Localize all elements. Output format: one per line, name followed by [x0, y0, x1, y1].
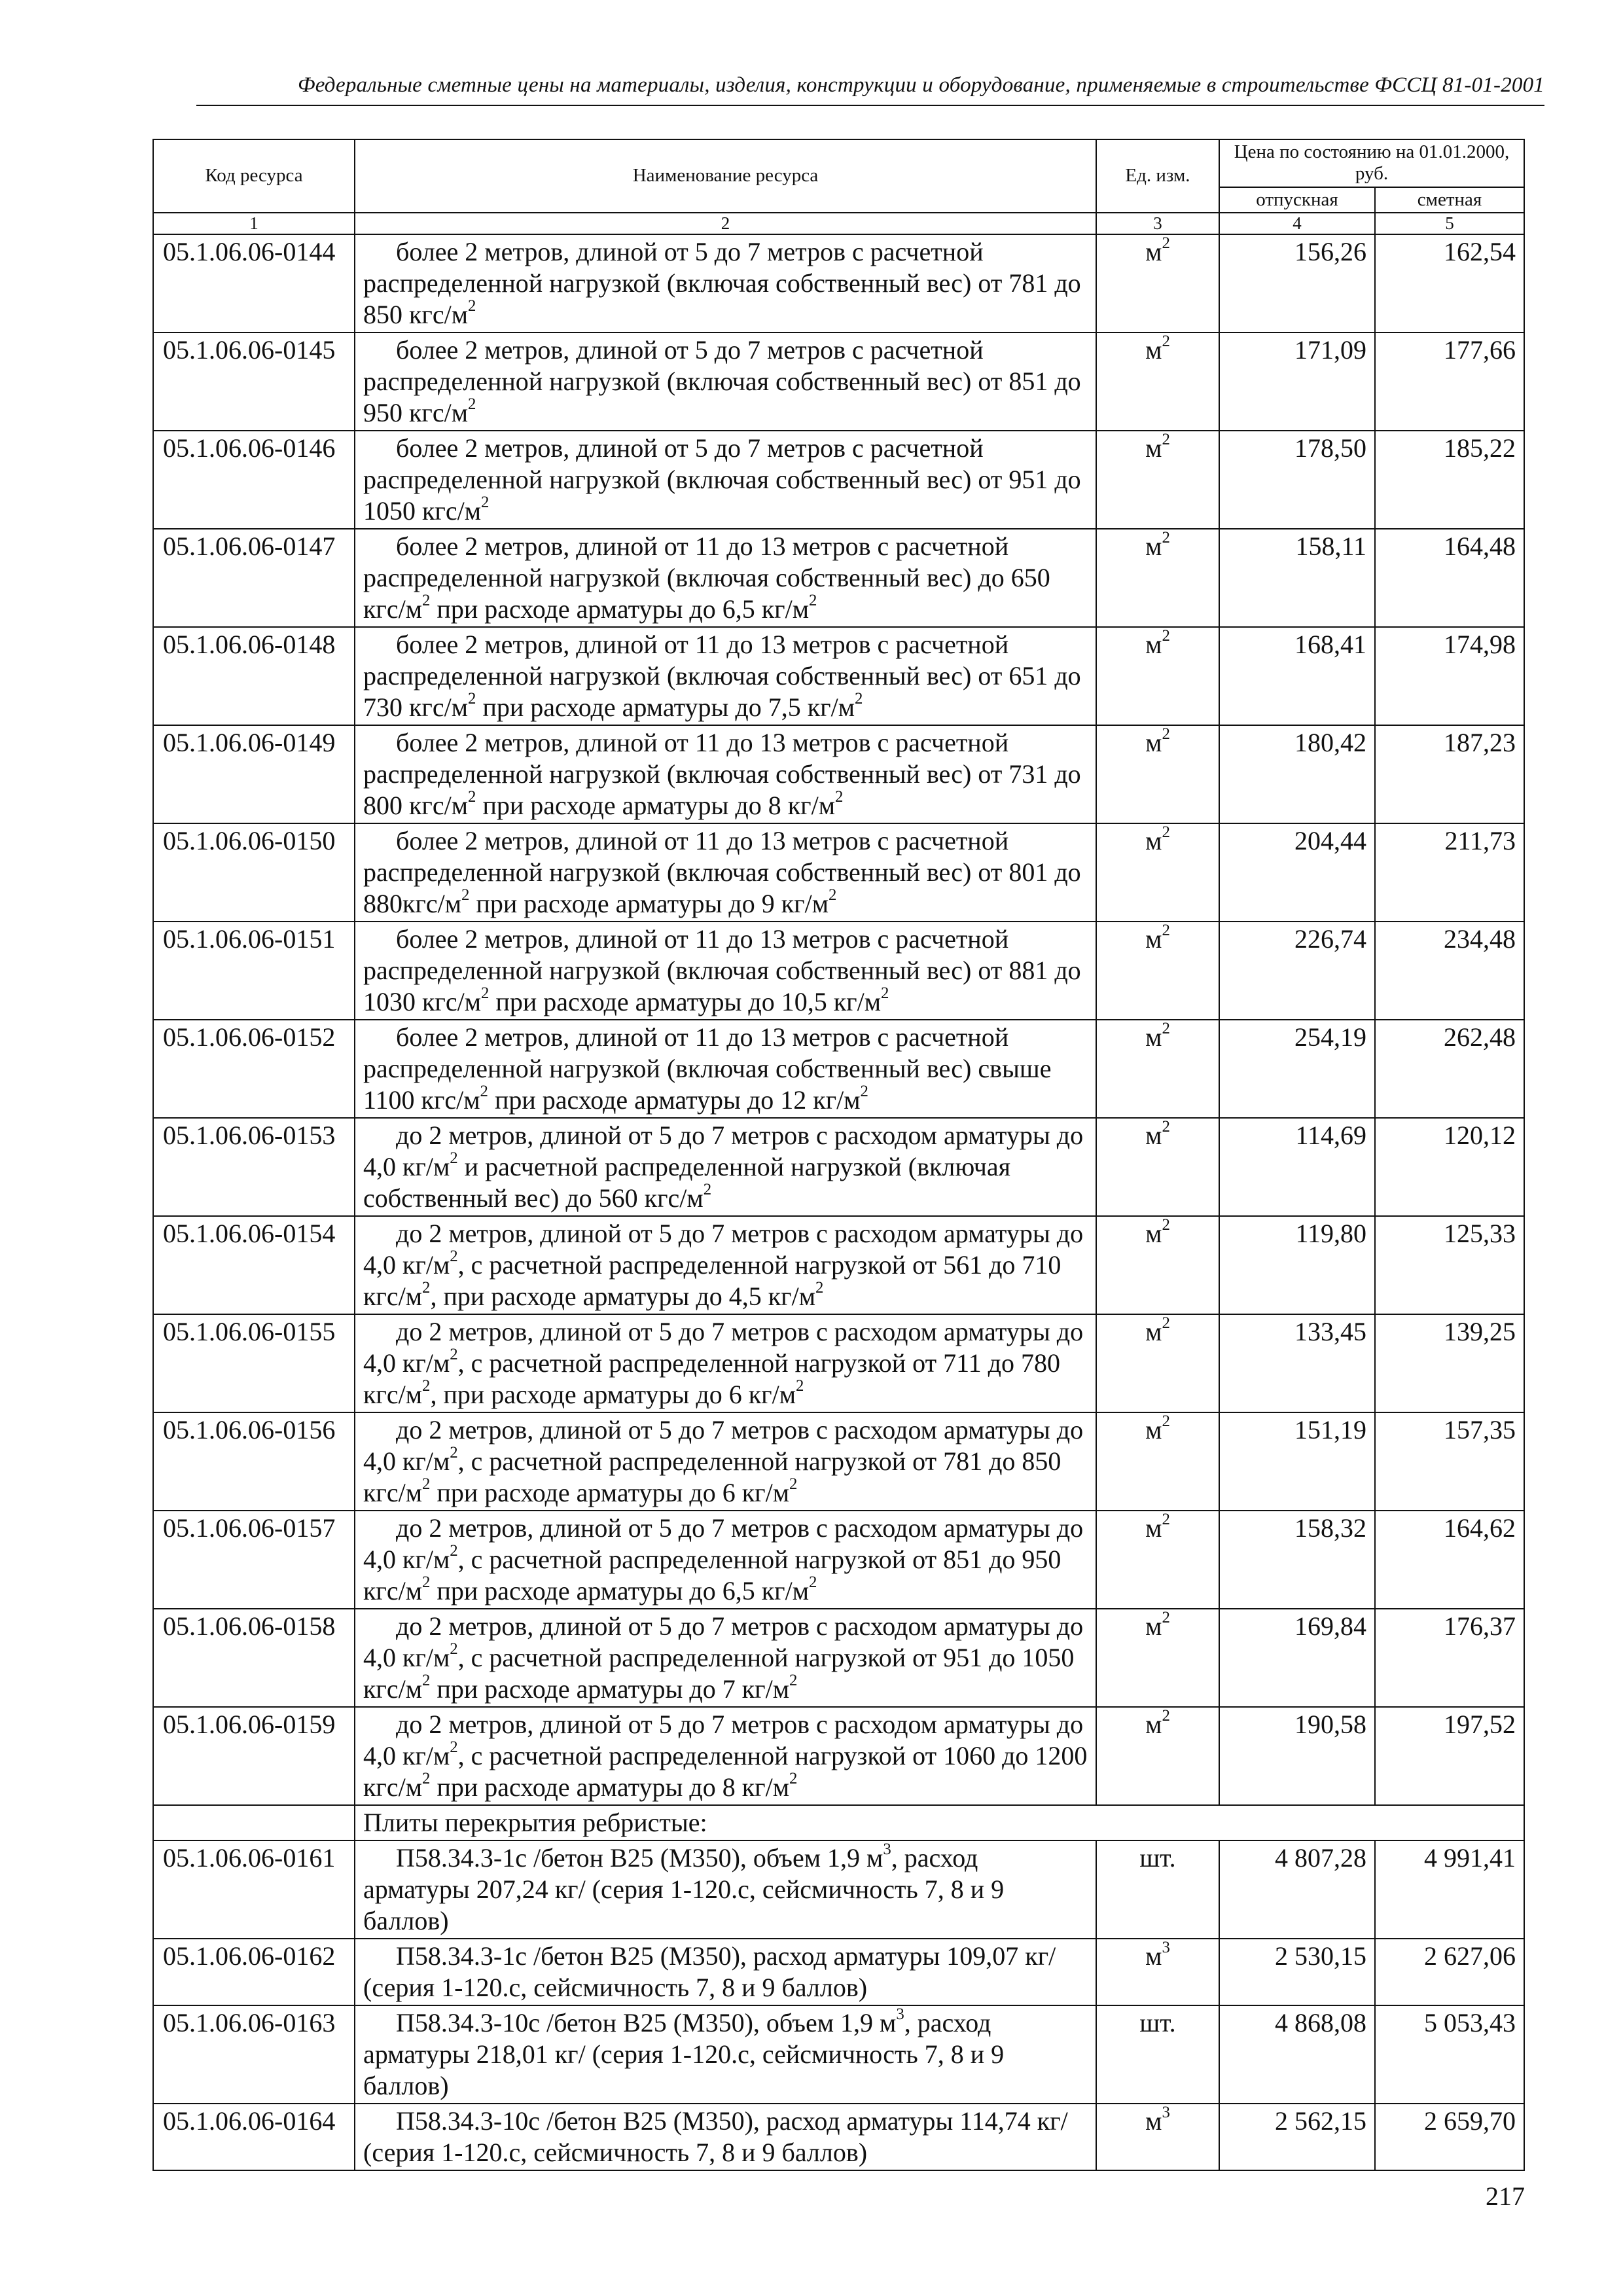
resource-name: более 2 метров, длиной от 5 до 7 метров с расчетной распределенной нагрузкой (включая собственный вес) от 851 до 950 кгс/$м^2$ — [355, 332, 1096, 431]
table-row — [153, 1840, 1524, 1939]
estimate-price: 139,25 — [1375, 1314, 1524, 1412]
release-price: 169,84 — [1219, 1609, 1375, 1707]
release-price: 168,41 — [1219, 627, 1375, 725]
release-price: 178,50 — [1219, 431, 1375, 529]
running-header: Федеральные сметные цены на материалы, изделия, конструкции и оборудование, применяемые в строительстве ФССЦ 81-01-2001 — [297, 73, 1544, 97]
unit-cell: $м^3$ — [1096, 2104, 1219, 2170]
table-row — [153, 1216, 1524, 1314]
estimate-price: 162,54 — [1375, 234, 1524, 332]
resource-code: 05.1.06.06-0156 — [153, 1412, 355, 1511]
release-price: 4 807,28 — [1219, 1840, 1375, 1939]
estimate-price: 4 991,41 — [1375, 1840, 1524, 1939]
estimate-price: 176,37 — [1375, 1609, 1524, 1707]
estimate-price: 211,73 — [1375, 823, 1524, 922]
release-price: 171,09 — [1219, 332, 1375, 431]
estimate-price: 164,62 — [1375, 1511, 1524, 1609]
table-row — [153, 1609, 1524, 1707]
estimate-price: 2 627,06 — [1375, 1939, 1524, 2005]
table-row — [153, 2005, 1524, 2104]
header-price-group: Цена по состоянию на 01.01.2000, руб. — [1219, 139, 1524, 187]
col-number: 4 — [1219, 213, 1375, 234]
page-number: 217 — [1486, 2181, 1525, 2211]
section-row — [153, 1805, 1524, 1840]
unit-cell: $м^2$ — [1096, 1412, 1219, 1511]
resource-code: 05.1.06.06-0153 — [153, 1118, 355, 1216]
resource-name: более 2 метров, длиной от 11 до 13 метров с расчетной распределенной нагрузкой (включая собственный вес) до 650 кгс/$м^2$ при расходе арматуры до 6,5 $кг/м^2$ — [355, 529, 1096, 627]
resource-name: П58.34.3-1с /бетон В25 (М350), объем 1,9 $м^3$, расход арматуры 207,24 кг/ (серия 1-120.с, сейсмичность 7, 8 и 9 баллов) — [355, 1840, 1096, 1939]
release-price: 133,45 — [1219, 1314, 1375, 1412]
resource-code: 05.1.06.06-0152 — [153, 1020, 355, 1118]
table-row — [153, 234, 1524, 332]
empty-cell — [153, 1805, 355, 1840]
resource-code: 05.1.06.06-0155 — [153, 1314, 355, 1412]
table-row — [153, 823, 1524, 922]
resource-code: 05.1.06.06-0157 — [153, 1511, 355, 1609]
unit-cell: $м^2$ — [1096, 1314, 1219, 1412]
header-code: Код ресурса — [153, 139, 355, 213]
release-price: 204,44 — [1219, 823, 1375, 922]
resource-code: 05.1.06.06-0159 — [153, 1707, 355, 1805]
estimate-price: 164,48 — [1375, 529, 1524, 627]
estimate-price: 5 053,43 — [1375, 2005, 1524, 2104]
resource-code: 05.1.06.06-0164 — [153, 2104, 355, 2170]
estimate-price: 234,48 — [1375, 922, 1524, 1020]
release-price: 2 530,15 — [1219, 1939, 1375, 2005]
resource-name: более 2 метров, длиной от 11 до 13 метров с расчетной распределенной нагрузкой (включая собственный вес) свыше 1100 кгс/$м^2$ при расходе арматуры до 12 $кг/м^2$ — [355, 1020, 1096, 1118]
release-price: 151,19 — [1219, 1412, 1375, 1511]
col-number: 1 — [153, 213, 355, 234]
header-name: Наименование ресурса — [355, 139, 1096, 213]
header-unit: Ед. изм. — [1096, 139, 1219, 213]
unit-cell: шт. — [1096, 1840, 1219, 1939]
unit-cell: шт. — [1096, 2005, 1219, 2104]
table-body — [153, 234, 1524, 2170]
unit-cell: $м^2$ — [1096, 1511, 1219, 1609]
table-row — [153, 922, 1524, 1020]
table-row — [153, 1412, 1524, 1511]
resource-name: до 2 метров, длиной от 5 до 7 метров с расходом арматуры до 4,0 $кг/м^2$, с расчетной распределенной нагрузкой от 781 до 850 кгс/$м^2$ при расходе арматуры до 6 $кг/м^2$ — [355, 1412, 1096, 1511]
table-row — [153, 1020, 1524, 1118]
resource-code: 05.1.06.06-0146 — [153, 431, 355, 529]
estimate-price: 157,35 — [1375, 1412, 1524, 1511]
table-row — [153, 1511, 1524, 1609]
estimate-price: 125,33 — [1375, 1216, 1524, 1314]
unit-cell: $м^2$ — [1096, 725, 1219, 823]
resource-code: 05.1.06.06-0148 — [153, 627, 355, 725]
resource-code: 05.1.06.06-0161 — [153, 1840, 355, 1939]
resource-code: 05.1.06.06-0151 — [153, 922, 355, 1020]
resource-code: 05.1.06.06-0163 — [153, 2005, 355, 2104]
unit-cell: $м^2$ — [1096, 1707, 1219, 1805]
table-row — [153, 1118, 1524, 1216]
release-price: 180,42 — [1219, 725, 1375, 823]
table-row — [153, 1707, 1524, 1805]
resource-code: 05.1.06.06-0149 — [153, 725, 355, 823]
header-estimate: сметная — [1375, 187, 1524, 213]
unit-cell: $м^2$ — [1096, 1118, 1219, 1216]
resource-name: более 2 метров, длиной от 5 до 7 метров с расчетной распределенной нагрузкой (включая собственный вес) от 951 до 1050 кгс/$м^2$ — [355, 431, 1096, 529]
estimate-price: 177,66 — [1375, 332, 1524, 431]
unit-cell: $м^3$ — [1096, 1939, 1219, 2005]
release-price: 226,74 — [1219, 922, 1375, 1020]
resource-name: до 2 метров, длиной от 5 до 7 метров с расходом арматуры до 4,0 $кг/м^2$, с расчетной распределенной нагрузкой от 951 до 1050 кгс/$м^2$ при расходе арматуры до 7 $кг/м^2$ — [355, 1609, 1096, 1707]
release-price: 119,80 — [1219, 1216, 1375, 1314]
resource-code: 05.1.06.06-0158 — [153, 1609, 355, 1707]
table-row — [153, 1314, 1524, 1412]
unit-cell: $м^2$ — [1096, 922, 1219, 1020]
section-title: Плиты перекрытия ребристые: — [355, 1805, 1524, 1840]
price-table — [152, 139, 1525, 2171]
col-number: 5 — [1375, 213, 1524, 234]
release-price: 156,26 — [1219, 234, 1375, 332]
resource-name: более 2 метров, длиной от 11 до 13 метров с расчетной распределенной нагрузкой (включая собственный вес) от 881 до 1030 кгс/$м^2$ при расходе арматуры до 10,5 $кг/м^2$ — [355, 922, 1096, 1020]
resource-name: более 2 метров, длиной от 11 до 13 метров с расчетной распределенной нагрузкой (включая собственный вес) от 801 до $880кгс/м^2$ при расходе арматуры до 9 $кг/м^2$ — [355, 823, 1096, 922]
release-price: 158,32 — [1219, 1511, 1375, 1609]
unit-cell: $м^2$ — [1096, 1609, 1219, 1707]
release-price: 190,58 — [1219, 1707, 1375, 1805]
release-price: 2 562,15 — [1219, 2104, 1375, 2170]
table-row — [153, 431, 1524, 529]
header-rule — [196, 105, 1544, 106]
unit-cell: $м^2$ — [1096, 1020, 1219, 1118]
resource-name: до 2 метров, длиной от 5 до 7 метров с расходом арматуры до 4,0 $кг/м^2$ и расчетной распределенной нагрузкой (включая собственный вес) до 560 кгс/$м^2$ — [355, 1118, 1096, 1216]
release-price: 114,69 — [1219, 1118, 1375, 1216]
table-row — [153, 1939, 1524, 2005]
unit-cell: $м^2$ — [1096, 627, 1219, 725]
unit-cell: $м^2$ — [1096, 431, 1219, 529]
resource-name: до 2 метров, длиной от 5 до 7 метров с расходом арматуры до 4,0 $кг/м^2$, с расчетной распределенной нагрузкой от 851 до 950 кгс/$м^2$ при расходе арматуры до 6,5 $кг/м^2$ — [355, 1511, 1096, 1609]
resource-name: до 2 метров, длиной от 5 до 7 метров с расходом арматуры до 4,0 $кг/м^2$, с расчетной распределенной нагрузкой от 1060 до 1200 кгс/$м^2$ при расходе арматуры до 8 $кг/м^2$ — [355, 1707, 1096, 1805]
table-row — [153, 725, 1524, 823]
resource-name: П58.34.3-10с /бетон В25 (М350), расход арматуры 114,74 кг/ (серия 1-120.с, сейсмичность 7, 8 и 9 баллов) — [355, 2104, 1096, 2170]
table-row — [153, 529, 1524, 627]
estimate-price: 120,12 — [1375, 1118, 1524, 1216]
estimate-price: 187,23 — [1375, 725, 1524, 823]
estimate-price: 197,52 — [1375, 1707, 1524, 1805]
estimate-price: 174,98 — [1375, 627, 1524, 725]
estimate-price: 2 659,70 — [1375, 2104, 1524, 2170]
unit-cell: $м^2$ — [1096, 1216, 1219, 1314]
resource-code: 05.1.06.06-0162 — [153, 1939, 355, 2005]
col-number: 2 — [355, 213, 1096, 234]
unit-cell: $м^2$ — [1096, 529, 1219, 627]
resource-code: 05.1.06.06-0150 — [153, 823, 355, 922]
resource-name: П58.34.3-1с /бетон В25 (М350), расход арматуры 109,07 кг/ (серия 1-120.с, сейсмичность 7, 8 и 9 баллов) — [355, 1939, 1096, 2005]
resource-code: 05.1.06.06-0145 — [153, 332, 355, 431]
resource-code: 05.1.06.06-0144 — [153, 234, 355, 332]
table-row — [153, 332, 1524, 431]
resource-code: 05.1.06.06-0154 — [153, 1216, 355, 1314]
resource-code: 05.1.06.06-0147 — [153, 529, 355, 627]
unit-cell: $м^2$ — [1096, 332, 1219, 431]
unit-cell: $м^2$ — [1096, 823, 1219, 922]
release-price: 4 868,08 — [1219, 2005, 1375, 2104]
col-number: 3 — [1096, 213, 1219, 234]
table-row — [153, 627, 1524, 725]
unit-cell: $м^2$ — [1096, 234, 1219, 332]
estimate-price: 185,22 — [1375, 431, 1524, 529]
resource-name: до 2 метров, длиной от 5 до 7 метров с расходом арматуры до 4,0 $кг/м^2$, с расчетной распределенной нагрузкой от 561 до 710 кгс/$м^2$, при расходе арматуры до 4,5 $кг/м^2$ — [355, 1216, 1096, 1314]
estimate-price: 262,48 — [1375, 1020, 1524, 1118]
release-price: 158,11 — [1219, 529, 1375, 627]
resource-name: более 2 метров, длиной от 11 до 13 метров с расчетной распределенной нагрузкой (включая собственный вес) от 651 до 730 кгс/$м^2$ при расходе арматуры до 7,5 $кг/м^2$ — [355, 627, 1096, 725]
resource-name: более 2 метров, длиной от 5 до 7 метров с расчетной распределенной нагрузкой (включая собственный вес) от 781 до 850 кгс/$м^2$ — [355, 234, 1096, 332]
header-release: отпускная — [1219, 187, 1375, 213]
table-row — [153, 2104, 1524, 2170]
release-price: 254,19 — [1219, 1020, 1375, 1118]
resource-name: П58.34.3-10с /бетон В25 (М350), объем 1,9 $м^3$, расход арматуры 218,01 кг/ (серия 1-120.с, сейсмичность 7, 8 и 9 баллов) — [355, 2005, 1096, 2104]
resource-name: до 2 метров, длиной от 5 до 7 метров с расходом арматуры до 4,0 $кг/м^2$, с расчетной распределенной нагрузкой от 711 до 780 кгс/$м^2$, при расходе арматуры до 6 $кг/м^2$ — [355, 1314, 1096, 1412]
resource-name: более 2 метров, длиной от 11 до 13 метров с расчетной распределенной нагрузкой (включая собственный вес) от 731 до 800 кгс/$м^2$ при расходе арматуры до 8 $кг/м^2$ — [355, 725, 1096, 823]
